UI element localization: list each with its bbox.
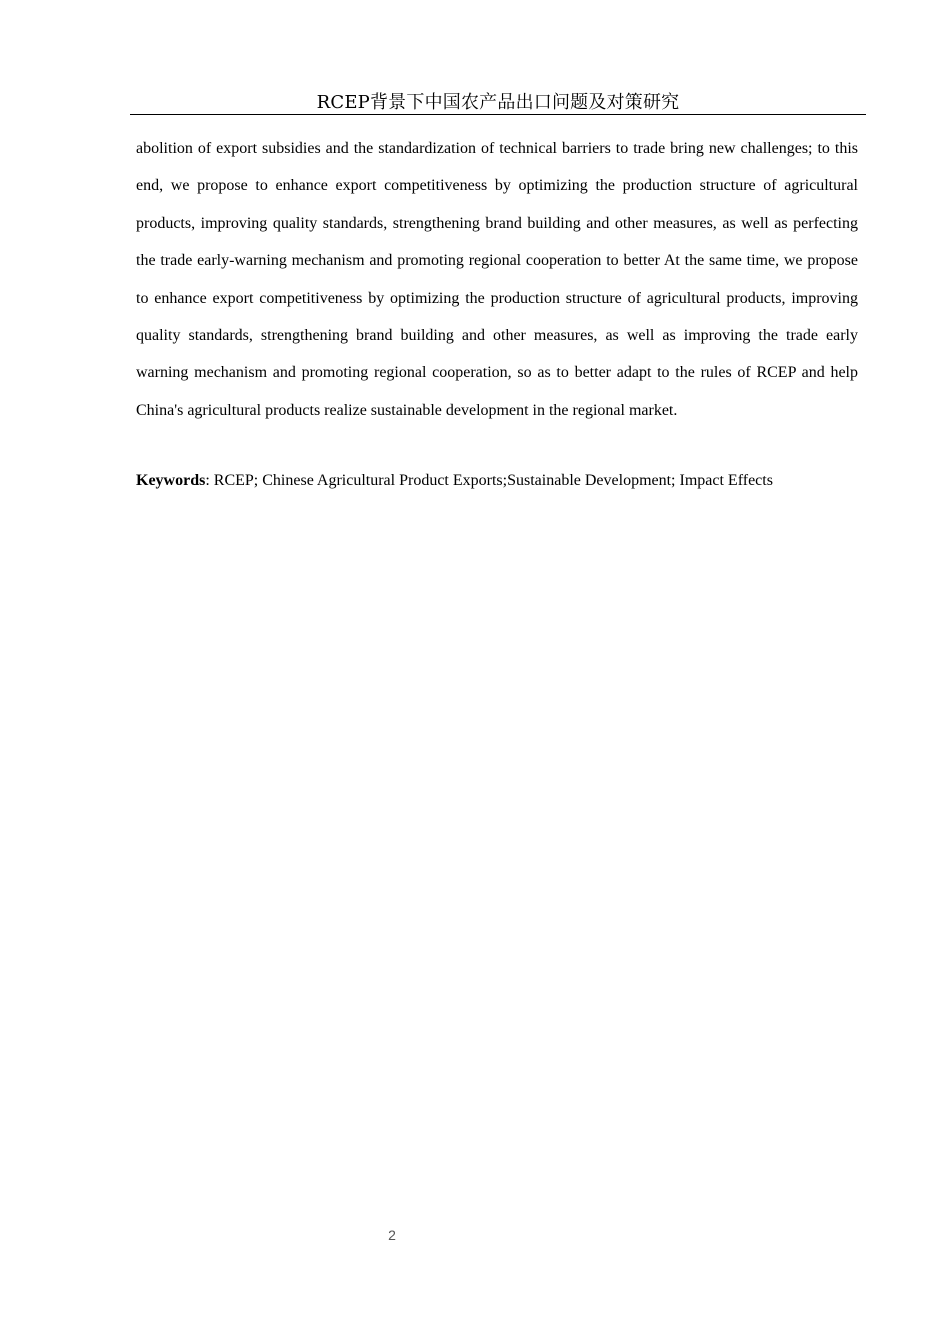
running-header-title: RCEP背景下中国农产品出口问题及对策研究 — [316, 92, 680, 113]
keywords-label: Keywords — [136, 472, 206, 489]
keywords-line — [136, 470, 858, 492]
keywords-separator: : — [205, 472, 214, 489]
page-number: 2 — [388, 1227, 396, 1243]
abstract-paragraph: abolition of export subsidies and the standardization of technical barriers to trade bring new challenges; to this end, we propose to enhance export competitiveness by optimizing the production structure of agricultural products, improving quality standards, strengthening brand building and other measures, as well as perfecting the trade early-warning mechanism and promoting regional cooperation to better At the same time, we propose to enhance export competitiveness by optimizing the production structure of agricultural products, improving quality standards, strengthening brand building and other measures, as well as improving the trade early warning mechanism and promoting regional cooperation, so as to better adapt to the rules of RCEP and help China's agricultural products realize sustainable development in the regional market. — [136, 140, 858, 419]
header-divider — [130, 114, 866, 115]
keywords-text: RCEP; Chinese Agricultural Product Exports;Sustainable Development; Impact Effects — [213, 472, 773, 489]
